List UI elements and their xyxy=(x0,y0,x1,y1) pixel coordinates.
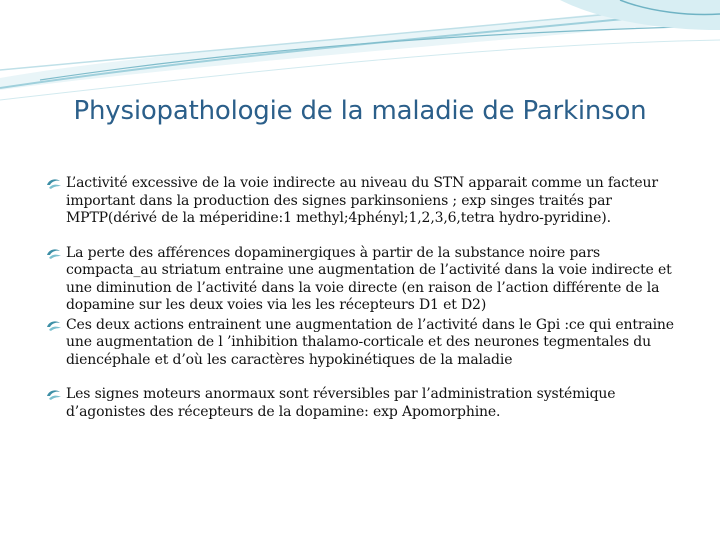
bullet-text: La perte des afférences dopaminergiques à partir de la substance noire pars compacta_au striatum entraine une augmentation de l’activité dans la voie indirecte et une diminution de l’activité dans la voie directe (en raison de l’action différente de la dopamine sur les deux voies via les les récepteurs D1 et D2) xyxy=(66,244,672,313)
wave-line-1 xyxy=(0,10,720,88)
swirl-bullet-icon xyxy=(46,387,62,401)
slide-title: Physiopathologie de la maladie de Parkinson xyxy=(73,96,647,126)
wave-line-2 xyxy=(0,4,720,70)
bullet-text: L’activité excessive de la voie indirecte au niveau du STN apparait comme un facteur important dans la production des signes parkinsoniens ; exp singes traités par MPTP(dérivé de la méperidine:1 methyl;4phényl;1,2,3,6,tetra hydro-pyridine). xyxy=(66,175,658,226)
wave-corner xyxy=(560,0,720,30)
bullet-text: Les signes moteurs anormaux sont réversibles par l’administration systémique d’agonistes des récepteurs de la dopamine: exp Apomorphine. xyxy=(66,386,616,420)
swirl-bullet-icon xyxy=(46,176,62,190)
swirl-bullet-icon xyxy=(46,318,62,332)
bullet-item xyxy=(46,175,686,228)
bullet-item xyxy=(46,386,686,421)
wave-band-top xyxy=(0,0,720,90)
bullet-item xyxy=(46,317,686,370)
bullet-list xyxy=(46,175,686,421)
wave-line-3 xyxy=(40,26,720,80)
wave-line-4 xyxy=(0,40,720,100)
swirl-bullet-icon xyxy=(46,246,62,260)
wave-line-5 xyxy=(620,0,720,14)
bullet-item xyxy=(46,245,686,315)
bullet-text: Ces deux actions entrainent une augmentation de l’activité dans le Gpi :ce qui entraine une augmentation de l ’inhibition thalamo-corticale et des neurones tegmentales du diencéphale et d’où les caractères hypokinétiques de la maladie xyxy=(66,316,674,368)
